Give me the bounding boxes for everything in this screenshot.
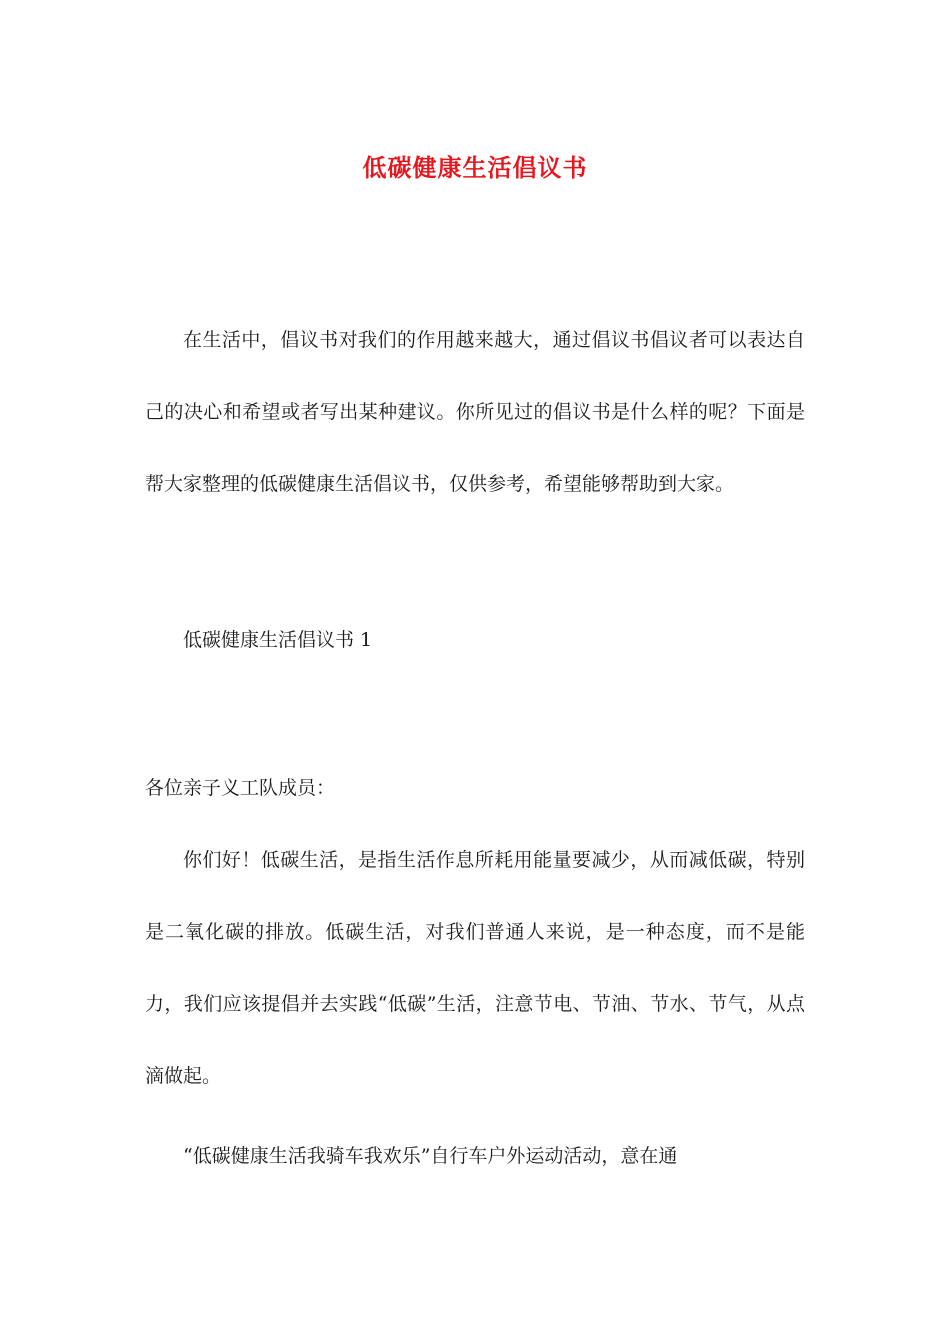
- intro-paragraph: 在生活中，倡议书对我们的作用越来越大，通过倡议书倡议者可以表达自己的决心和希望或者写出某种建议。你所见过的倡议书是什么样的呢？下面是帮大家整理的低碳健康生活倡议书，仅供参考，希望能够帮助到大家。: [145, 329, 805, 495]
- section-heading: 低碳健康生活倡议书 1: [183, 629, 373, 651]
- body-paragraph-2: “低碳健康生活我骑车我欢乐”自行车户外运动活动，意在通: [183, 1145, 678, 1167]
- document-title: 低碳健康生活倡议书: [362, 153, 588, 183]
- body-paragraph-1: 你们好！低碳生活，是指生活作息所耗用能量要减少，从而减低碳，特别是二氧化碳的排放。低碳生活，对我们普通人来说，是一种态度，而不是能力，我们应该提倡并去实践“低碳”生活，注意节电、节油、节水、节气，从点滴做起。: [145, 849, 805, 1087]
- salutation: 各位亲子义工队成员：: [145, 777, 336, 799]
